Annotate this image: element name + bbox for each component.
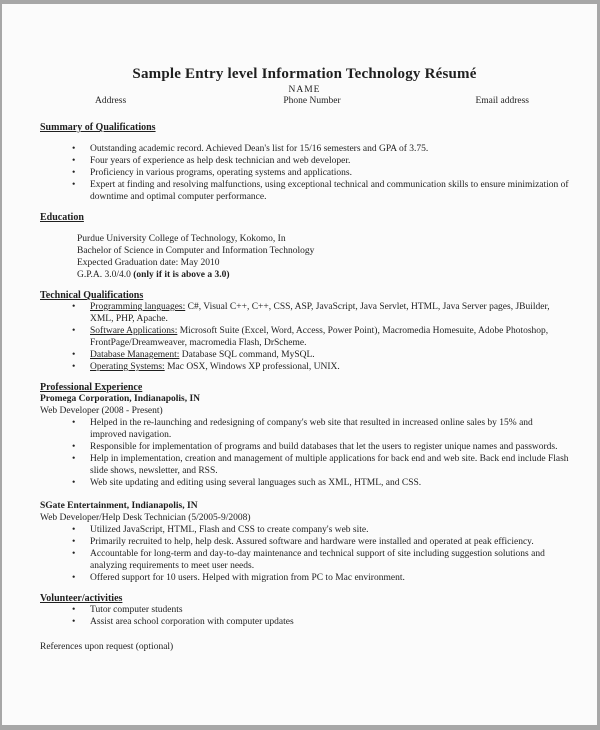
section-technical: [40, 290, 569, 373]
technical-category-label: Software Applications:: [90, 326, 178, 336]
references-note: References upon request (optional): [40, 642, 174, 652]
technical-category-value: Mac OSX, Windows XP professional, UNIX.: [164, 362, 340, 372]
education-details: [40, 233, 569, 281]
summary-bullet: • Outstanding academic record. Achieved Dean's list for 15/16 semesters and GPA of 3.75.: [72, 143, 569, 155]
summary-bullet: • Proficiency in various programs, operating systems and applications.: [72, 167, 569, 179]
technical-bullet: [72, 301, 569, 325]
education-gpa-note: (only if it is above a 3.0): [133, 270, 230, 280]
volunteer-bullet: • Tutor computer students: [72, 604, 569, 616]
summary-bullet: • Four years of experience as help desk technician and web developer.: [72, 155, 569, 167]
technical-bullet: [72, 361, 569, 373]
job-role: Web Developer (2008 - Present): [40, 406, 163, 416]
job-company: SGate Entertainment, Indianapolis, IN: [40, 501, 198, 511]
education-gpa: [77, 269, 569, 281]
education-gpa-value: G.P.A. 3.0/4.0: [77, 270, 134, 280]
experience-heading: Professional Experience: [40, 382, 143, 393]
job-bullet: • Accountable for long-term and day-to-day maintenance and technical support of site including suggestion solutions and analyzing requirements to meet user needs.: [72, 548, 569, 572]
job-bullet: • Utilized JavaScript, HTML, Flash and CSS to create company's web site.: [72, 524, 569, 536]
technical-category-label: Database Management:: [90, 350, 180, 360]
job-bullet: • Help in implementation, creation and management of multiple applications for back end and web site. Back end include Flash slide shows, newsletter, and RSS.: [72, 453, 569, 477]
section-experience: [40, 382, 569, 584]
volunteer-bullet-list: [40, 604, 569, 628]
job-bullet-list: [40, 524, 569, 584]
section-education: [40, 212, 569, 281]
technical-category-value: Database SQL command, MySQL.: [179, 350, 315, 360]
technical-bullet: [72, 349, 569, 361]
contact-phone: Phone Number: [283, 96, 341, 106]
contact-row: [40, 96, 569, 106]
contact-email: Email address: [475, 96, 529, 106]
summary-bullet: • Expert at finding and resolving malfunctions, using exceptional technical and communication skills to ensure minimization of downtime and optimal computer performance.: [72, 179, 569, 203]
summary-bullet-list: [40, 143, 569, 203]
technical-category-label: Operating Systems:: [90, 362, 165, 372]
technical-heading: Technical Qualifications: [40, 290, 144, 301]
technical-category-value: Microsoft Suite (Excel, Word, Access, Power Point), Macromedia Homesuite, Adobe Photoshop, FrontPage/Dreamweaver, macromedia Flash, DrScheme.: [90, 326, 549, 348]
technical-category-label: Programming languages:: [90, 302, 186, 312]
education-degree: Bachelor of Science in Computer and Information Technology: [77, 246, 315, 256]
job-bullet: • Responsible for implementation of programs and build databases that let the users to register unique names and passwords.: [72, 441, 569, 453]
volunteer-bullet: • Assist area school corporation with computer updates: [72, 616, 569, 628]
candidate-name: NAME: [288, 85, 321, 95]
document-title: Sample Entry level Information Technology Résumé: [132, 66, 477, 82]
job-bullet: • Primarily recruited to help, help desk. Assured software and hardware were installed and operated at peak efficiency.: [72, 536, 569, 548]
document-header: [40, 66, 569, 106]
job-bullet: • Helped in the re-launching and redesigning of company's web site that resulted in increased online sales by 15% and improved navigation.: [72, 417, 569, 441]
job-bullet-list: [40, 417, 569, 489]
technical-bullet-list: [40, 301, 569, 373]
summary-heading: Summary of Qualifications: [40, 122, 156, 133]
education-graduation: Expected Graduation date: May 2010: [77, 258, 220, 268]
technical-bullet: [72, 325, 569, 349]
contact-address: Address: [95, 96, 127, 106]
job-entry-sgate: [40, 500, 569, 584]
technical-category-value: C#, Visual C++, C++, CSS, ASP, JavaScript, Java Servlet, HTML, Java Server pages, JBuilder, XML, PHP, Apache.: [90, 302, 550, 324]
section-summary: [40, 122, 569, 203]
section-volunteer: [40, 593, 569, 628]
job-bullet: • Web site updating and editing using several languages such as XML, HTML, and CSS.: [72, 477, 569, 489]
job-entry-promega: [40, 393, 569, 489]
education-heading: Education: [40, 212, 84, 223]
job-role: Web Developer/Help Desk Technician (5/2005-9/2008): [40, 513, 251, 523]
volunteer-heading: Volunteer/activities: [40, 593, 123, 604]
job-company: Promega Corporation, Indianapolis, IN: [40, 394, 201, 404]
job-bullet: • Offered support for 10 users. Helped with migration from PC to Mac environment.: [72, 572, 569, 584]
education-school: Purdue University College of Technology, Kokomo, In: [77, 234, 286, 244]
